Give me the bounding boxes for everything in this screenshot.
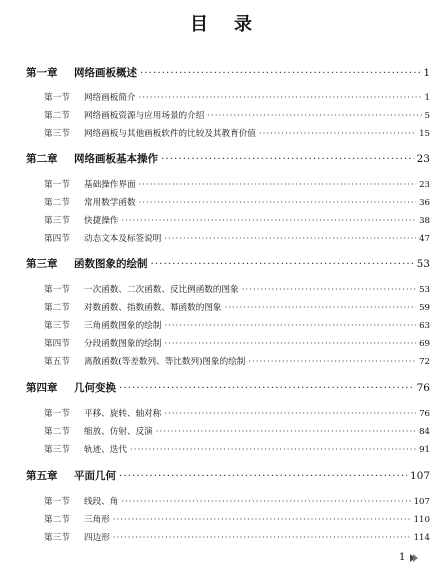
dot-leader [113,529,411,547]
dot-leader [121,212,416,230]
dot-leader [139,89,422,107]
toc-section-5-2[interactable] [44,511,430,529]
dot-leader [164,317,416,335]
toc-section-3-1[interactable] [44,281,430,299]
section-page: 69 [419,339,430,349]
dot-leader [121,493,410,511]
chapter-page: 76 [416,382,430,394]
page-number: 1 [399,552,406,563]
section-page: 72 [419,357,430,367]
section-title: 动态文本及标签说明 [84,234,162,244]
section-page: 23 [419,180,430,190]
toc-section-3-3[interactable] [44,317,430,335]
toc-chapter-4[interactable] [26,379,430,397]
section-number: 第五节 [44,357,70,367]
section-number: 第三节 [44,445,70,455]
dot-leader [119,379,414,397]
dot-leader [259,125,416,143]
toc-section-4-2[interactable] [44,423,430,441]
chapter-number: 第四章 [26,382,58,394]
section-number: 第三节 [44,216,70,226]
dot-leader [225,299,417,317]
dot-leader [113,511,411,529]
section-page: 1 [424,93,430,103]
section-number: 第一节 [44,180,70,190]
toc-section-1-2[interactable] [44,107,430,125]
chapter-title: 网络画板概述 [74,67,137,79]
chapter-title: 几何变换 [74,382,116,394]
toc-section-2-2[interactable] [44,194,430,212]
section-page: 114 [413,533,430,543]
section-page: 110 [413,515,430,525]
page-footer [399,552,419,563]
toc-section-2-4[interactable] [44,230,430,248]
section-number: 第二节 [44,515,70,525]
section-number: 第一节 [44,497,70,507]
section-title: 对数函数、指数函数、幂函数的图象 [84,303,222,313]
dot-leader [156,423,416,441]
dot-leader [140,64,420,82]
section-page: 47 [419,234,430,244]
section-title: 三角形 [84,515,110,525]
section-number: 第二节 [44,198,70,208]
dot-leader [242,281,416,299]
toc-chapter-3[interactable] [26,255,430,273]
section-number: 第一节 [44,285,70,295]
section-page: 59 [419,303,430,313]
chapter-page: 1 [423,67,430,79]
dot-leader [151,255,414,273]
section-number: 第三节 [44,533,70,543]
section-number: 第三节 [44,129,70,139]
section-title: 三角函数图象的绘制 [84,321,162,331]
dot-leader [248,353,416,371]
chapter-number: 第二章 [26,153,58,165]
section-title: 常用数学函数 [84,198,136,208]
dot-leader [161,150,414,168]
chapter-page: 53 [416,258,430,270]
chapter-title: 平面几何 [74,470,116,482]
toc-chapter-1[interactable] [26,64,430,82]
section-title: 线段、角 [84,497,119,507]
chapter-page: 107 [409,470,430,482]
section-number: 第二节 [44,303,70,313]
chapter-number: 第一章 [26,67,58,79]
section-number: 第一节 [44,93,70,103]
section-page: 53 [419,285,430,295]
dot-leader [119,467,407,485]
toc-section-2-3[interactable] [44,212,430,230]
section-page: 36 [419,198,430,208]
toc-section-3-2[interactable] [44,299,430,317]
section-number: 第三节 [44,321,70,331]
toc-section-4-1[interactable] [44,405,430,423]
section-page: 76 [419,409,430,419]
section-title: 轨迹、迭代 [84,445,127,455]
toc-section-5-1[interactable] [44,493,430,511]
toc-section-3-5[interactable] [44,353,430,371]
section-page: 5 [424,111,430,121]
page-title: 目录 [190,14,278,35]
section-title: 网络画板与其他画板软件的比较及其教育价值 [84,129,256,139]
section-title: 平移、旋转、轴对称 [84,409,162,419]
section-page: 63 [419,321,430,331]
section-number: 第二节 [44,111,70,121]
dot-leader [207,107,421,125]
section-title: 快捷操作 [84,216,119,226]
section-number: 第四节 [44,339,70,349]
toc-section-5-3[interactable] [44,529,430,547]
section-title: 一次函数、二次函数、反比例函数的图象 [84,285,239,295]
section-page: 107 [413,497,430,507]
toc-section-1-1[interactable] [44,89,430,107]
toc-section-4-3[interactable] [44,441,430,459]
section-title: 网络画板简介 [84,93,136,103]
dot-leader [164,335,416,353]
section-page: 91 [419,445,430,455]
chapter-number: 第五章 [26,470,58,482]
section-number: 第四节 [44,234,70,244]
section-title: 缩放、仿射、反演 [84,427,153,437]
chapter-title: 网络画板基本操作 [74,153,158,165]
chapter-number: 第三章 [26,258,58,270]
toc-section-3-4[interactable] [44,335,430,353]
section-title: 基础操作界面 [84,180,136,190]
toc-section-1-3[interactable] [44,125,430,143]
toc-chapter-5[interactable] [26,467,430,485]
section-number: 第一节 [44,409,70,419]
chapter-page: 23 [416,153,430,165]
section-title: 网络画板资源与应用场景的介绍 [84,111,205,121]
dot-leader [139,176,416,194]
section-page: 84 [419,427,430,437]
toc-section-2-1[interactable] [44,176,430,194]
chapter-title: 函数图象的绘制 [74,258,148,270]
dot-leader [164,230,416,248]
section-title: 分段函数图象的绘制 [84,339,162,349]
section-title: 离散函数(等差数列、等比数列)图象的绘制 [84,357,246,367]
dot-leader [130,441,416,459]
toc-chapter-2[interactable] [26,150,430,168]
dot-leader [164,405,416,423]
section-page: 38 [419,216,430,226]
section-page: 15 [419,129,430,139]
section-title: 四边形 [84,533,110,543]
dot-leader [139,194,416,212]
right-arrow-icon [409,553,419,563]
section-number: 第二节 [44,427,70,437]
